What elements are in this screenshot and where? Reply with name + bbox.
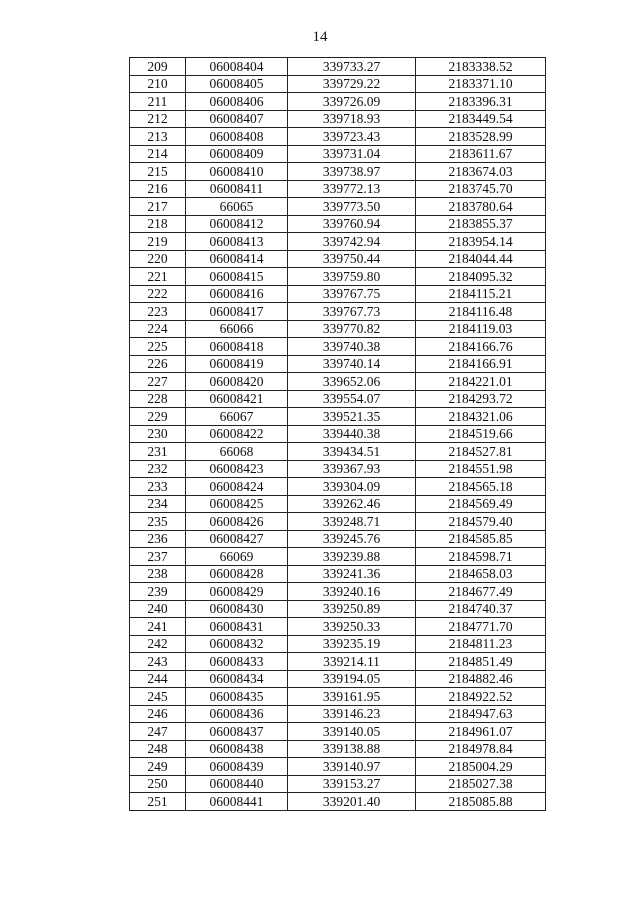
x-coordinate-cell: 339194.05 <box>288 670 416 688</box>
row-number-cell: 241 <box>130 618 186 636</box>
table-row <box>130 320 546 338</box>
table-row <box>130 390 546 408</box>
y-coordinate-cell: 2184119.03 <box>416 320 546 338</box>
x-coordinate-cell: 339304.09 <box>288 478 416 496</box>
point-id-cell: 06008417 <box>186 303 288 321</box>
row-number-cell: 242 <box>130 635 186 653</box>
row-number-cell: 243 <box>130 653 186 671</box>
y-coordinate-cell: 2184519.66 <box>416 425 546 443</box>
row-number-cell: 228 <box>130 390 186 408</box>
x-coordinate-cell: 339554.07 <box>288 390 416 408</box>
y-coordinate-cell: 2184851.49 <box>416 653 546 671</box>
y-coordinate-cell: 2184166.76 <box>416 338 546 356</box>
x-coordinate-cell: 339262.46 <box>288 495 416 513</box>
x-coordinate-cell: 339770.82 <box>288 320 416 338</box>
point-id-cell: 66067 <box>186 408 288 426</box>
table-row <box>130 408 546 426</box>
table-row <box>130 460 546 478</box>
y-coordinate-cell: 2184740.37 <box>416 600 546 618</box>
table-row <box>130 793 546 811</box>
y-coordinate-cell: 2184922.52 <box>416 688 546 706</box>
point-id-cell: 06008422 <box>186 425 288 443</box>
y-coordinate-cell: 2183954.14 <box>416 233 546 251</box>
y-coordinate-cell: 2184321.06 <box>416 408 546 426</box>
table-body <box>130 58 546 811</box>
y-coordinate-cell: 2184579.40 <box>416 513 546 531</box>
point-id-cell: 06008421 <box>186 390 288 408</box>
y-coordinate-cell: 2183674.03 <box>416 163 546 181</box>
coordinates-table <box>129 57 546 811</box>
point-id-cell: 06008428 <box>186 565 288 583</box>
row-number-cell: 235 <box>130 513 186 531</box>
point-id-cell: 66065 <box>186 198 288 216</box>
y-coordinate-cell: 2185085.88 <box>416 793 546 811</box>
row-number-cell: 237 <box>130 548 186 566</box>
x-coordinate-cell: 339733.27 <box>288 58 416 76</box>
point-id-cell: 06008431 <box>186 618 288 636</box>
row-number-cell: 238 <box>130 565 186 583</box>
point-id-cell: 06008440 <box>186 775 288 793</box>
table-row <box>130 530 546 548</box>
point-id-cell: 06008429 <box>186 583 288 601</box>
point-id-cell: 06008413 <box>186 233 288 251</box>
table-row <box>130 58 546 76</box>
row-number-cell: 224 <box>130 320 186 338</box>
point-id-cell: 06008436 <box>186 705 288 723</box>
row-number-cell: 226 <box>130 355 186 373</box>
row-number-cell: 218 <box>130 215 186 233</box>
table-row <box>130 373 546 391</box>
table-row <box>130 75 546 93</box>
x-coordinate-cell: 339367.93 <box>288 460 416 478</box>
page-number: 14 <box>312 29 328 45</box>
x-coordinate-cell: 339521.35 <box>288 408 416 426</box>
point-id-cell: 06008416 <box>186 285 288 303</box>
table-row <box>130 583 546 601</box>
point-id-cell: 06008439 <box>186 758 288 776</box>
y-coordinate-cell: 2185027.38 <box>416 775 546 793</box>
point-id-cell: 06008407 <box>186 110 288 128</box>
table-row <box>130 548 546 566</box>
y-coordinate-cell: 2184166.91 <box>416 355 546 373</box>
point-id-cell: 06008430 <box>186 600 288 618</box>
y-coordinate-cell: 2184811.23 <box>416 635 546 653</box>
row-number-cell: 240 <box>130 600 186 618</box>
x-coordinate-cell: 339738.97 <box>288 163 416 181</box>
table-row <box>130 758 546 776</box>
table-row <box>130 93 546 111</box>
point-id-cell: 06008418 <box>186 338 288 356</box>
row-number-cell: 220 <box>130 250 186 268</box>
x-coordinate-cell: 339248.71 <box>288 513 416 531</box>
y-coordinate-cell: 2184771.70 <box>416 618 546 636</box>
row-number-cell: 227 <box>130 373 186 391</box>
x-coordinate-cell: 339729.22 <box>288 75 416 93</box>
row-number-cell: 209 <box>130 58 186 76</box>
y-coordinate-cell: 2184598.71 <box>416 548 546 566</box>
x-coordinate-cell: 339652.06 <box>288 373 416 391</box>
table-row <box>130 425 546 443</box>
y-coordinate-cell: 2184551.98 <box>416 460 546 478</box>
row-number-cell: 211 <box>130 93 186 111</box>
table-row <box>130 285 546 303</box>
x-coordinate-cell: 339140.05 <box>288 723 416 741</box>
row-number-cell: 217 <box>130 198 186 216</box>
table-row <box>130 478 546 496</box>
point-id-cell: 06008435 <box>186 688 288 706</box>
row-number-cell: 225 <box>130 338 186 356</box>
y-coordinate-cell: 2184044.44 <box>416 250 546 268</box>
table-row <box>130 670 546 688</box>
y-coordinate-cell: 2183611.67 <box>416 145 546 163</box>
table-row <box>130 145 546 163</box>
y-coordinate-cell: 2183780.64 <box>416 198 546 216</box>
table-row <box>130 688 546 706</box>
table-row <box>130 233 546 251</box>
point-id-cell: 06008426 <box>186 513 288 531</box>
point-id-cell: 06008432 <box>186 635 288 653</box>
row-number-cell: 230 <box>130 425 186 443</box>
x-coordinate-cell: 339773.50 <box>288 198 416 216</box>
x-coordinate-cell: 339239.88 <box>288 548 416 566</box>
point-id-cell: 06008414 <box>186 250 288 268</box>
row-number-cell: 222 <box>130 285 186 303</box>
table-row <box>130 600 546 618</box>
table-row <box>130 495 546 513</box>
x-coordinate-cell: 339726.09 <box>288 93 416 111</box>
y-coordinate-cell: 2184947.63 <box>416 705 546 723</box>
point-id-cell: 66069 <box>186 548 288 566</box>
row-number-cell: 248 <box>130 740 186 758</box>
table-row <box>130 705 546 723</box>
table-row <box>130 635 546 653</box>
table-row <box>130 268 546 286</box>
table-row <box>130 513 546 531</box>
table-row <box>130 215 546 233</box>
point-id-cell: 06008409 <box>186 145 288 163</box>
y-coordinate-cell: 2183745.70 <box>416 180 546 198</box>
row-number-cell: 251 <box>130 793 186 811</box>
table-row <box>130 740 546 758</box>
x-coordinate-cell: 339161.95 <box>288 688 416 706</box>
table-row <box>130 128 546 146</box>
point-id-cell: 06008411 <box>186 180 288 198</box>
table-row <box>130 180 546 198</box>
y-coordinate-cell: 2184095.32 <box>416 268 546 286</box>
x-coordinate-cell: 339214.11 <box>288 653 416 671</box>
row-number-cell: 216 <box>130 180 186 198</box>
y-coordinate-cell: 2184569.49 <box>416 495 546 513</box>
table-row <box>130 110 546 128</box>
x-coordinate-cell: 339759.80 <box>288 268 416 286</box>
point-id-cell: 06008419 <box>186 355 288 373</box>
x-coordinate-cell: 339235.19 <box>288 635 416 653</box>
row-number-cell: 245 <box>130 688 186 706</box>
y-coordinate-cell: 2184293.72 <box>416 390 546 408</box>
point-id-cell: 06008427 <box>186 530 288 548</box>
table-row <box>130 163 546 181</box>
point-id-cell: 06008424 <box>186 478 288 496</box>
row-number-cell: 219 <box>130 233 186 251</box>
point-id-cell: 06008415 <box>186 268 288 286</box>
y-coordinate-cell: 2183396.31 <box>416 93 546 111</box>
table-row <box>130 250 546 268</box>
row-number-cell: 249 <box>130 758 186 776</box>
y-coordinate-cell: 2183449.54 <box>416 110 546 128</box>
point-id-cell: 06008438 <box>186 740 288 758</box>
x-coordinate-cell: 339740.38 <box>288 338 416 356</box>
y-coordinate-cell: 2183371.10 <box>416 75 546 93</box>
row-number-cell: 231 <box>130 443 186 461</box>
row-number-cell: 247 <box>130 723 186 741</box>
y-coordinate-cell: 2184882.46 <box>416 670 546 688</box>
table-row <box>130 775 546 793</box>
table-row <box>130 565 546 583</box>
row-number-cell: 246 <box>130 705 186 723</box>
row-number-cell: 212 <box>130 110 186 128</box>
row-number-cell: 244 <box>130 670 186 688</box>
table-row <box>130 618 546 636</box>
row-number-cell: 221 <box>130 268 186 286</box>
x-coordinate-cell: 339153.27 <box>288 775 416 793</box>
point-id-cell: 06008412 <box>186 215 288 233</box>
table-row <box>130 198 546 216</box>
x-coordinate-cell: 339718.93 <box>288 110 416 128</box>
y-coordinate-cell: 2183855.37 <box>416 215 546 233</box>
point-id-cell: 66068 <box>186 443 288 461</box>
y-coordinate-cell: 2184116.48 <box>416 303 546 321</box>
table-row <box>130 338 546 356</box>
x-coordinate-cell: 339140.97 <box>288 758 416 776</box>
table-row <box>130 653 546 671</box>
x-coordinate-cell: 339767.73 <box>288 303 416 321</box>
row-number-cell: 232 <box>130 460 186 478</box>
x-coordinate-cell: 339723.43 <box>288 128 416 146</box>
row-number-cell: 215 <box>130 163 186 181</box>
x-coordinate-cell: 339772.13 <box>288 180 416 198</box>
x-coordinate-cell: 339760.94 <box>288 215 416 233</box>
y-coordinate-cell: 2184978.84 <box>416 740 546 758</box>
row-number-cell: 213 <box>130 128 186 146</box>
x-coordinate-cell: 339440.38 <box>288 425 416 443</box>
y-coordinate-cell: 2185004.29 <box>416 758 546 776</box>
y-coordinate-cell: 2184585.85 <box>416 530 546 548</box>
row-number-cell: 214 <box>130 145 186 163</box>
y-coordinate-cell: 2183338.52 <box>416 58 546 76</box>
y-coordinate-cell: 2184961.07 <box>416 723 546 741</box>
y-coordinate-cell: 2184658.03 <box>416 565 546 583</box>
row-number-cell: 239 <box>130 583 186 601</box>
x-coordinate-cell: 339750.44 <box>288 250 416 268</box>
point-id-cell: 06008425 <box>186 495 288 513</box>
point-id-cell: 06008408 <box>186 128 288 146</box>
point-id-cell: 06008404 <box>186 58 288 76</box>
x-coordinate-cell: 339740.14 <box>288 355 416 373</box>
point-id-cell: 06008437 <box>186 723 288 741</box>
x-coordinate-cell: 339201.40 <box>288 793 416 811</box>
point-id-cell: 06008434 <box>186 670 288 688</box>
table-row <box>130 723 546 741</box>
y-coordinate-cell: 2184221.01 <box>416 373 546 391</box>
row-number-cell: 229 <box>130 408 186 426</box>
y-coordinate-cell: 2183528.99 <box>416 128 546 146</box>
point-id-cell: 06008420 <box>186 373 288 391</box>
row-number-cell: 234 <box>130 495 186 513</box>
row-number-cell: 236 <box>130 530 186 548</box>
row-number-cell: 233 <box>130 478 186 496</box>
point-id-cell: 06008410 <box>186 163 288 181</box>
x-coordinate-cell: 339250.33 <box>288 618 416 636</box>
point-id-cell: 06008405 <box>186 75 288 93</box>
y-coordinate-cell: 2184527.81 <box>416 443 546 461</box>
point-id-cell: 06008433 <box>186 653 288 671</box>
x-coordinate-cell: 339250.89 <box>288 600 416 618</box>
x-coordinate-cell: 339245.76 <box>288 530 416 548</box>
x-coordinate-cell: 339138.88 <box>288 740 416 758</box>
y-coordinate-cell: 2184677.49 <box>416 583 546 601</box>
point-id-cell: 06008441 <box>186 793 288 811</box>
y-coordinate-cell: 2184565.18 <box>416 478 546 496</box>
row-number-cell: 223 <box>130 303 186 321</box>
x-coordinate-cell: 339146.23 <box>288 705 416 723</box>
x-coordinate-cell: 339434.51 <box>288 443 416 461</box>
y-coordinate-cell: 2184115.21 <box>416 285 546 303</box>
point-id-cell: 06008406 <box>186 93 288 111</box>
x-coordinate-cell: 339241.36 <box>288 565 416 583</box>
x-coordinate-cell: 339742.94 <box>288 233 416 251</box>
point-id-cell: 06008423 <box>186 460 288 478</box>
table-row <box>130 303 546 321</box>
row-number-cell: 250 <box>130 775 186 793</box>
x-coordinate-cell: 339240.16 <box>288 583 416 601</box>
row-number-cell: 210 <box>130 75 186 93</box>
x-coordinate-cell: 339731.04 <box>288 145 416 163</box>
table-row <box>130 443 546 461</box>
point-id-cell: 66066 <box>186 320 288 338</box>
table-row <box>130 355 546 373</box>
x-coordinate-cell: 339767.75 <box>288 285 416 303</box>
